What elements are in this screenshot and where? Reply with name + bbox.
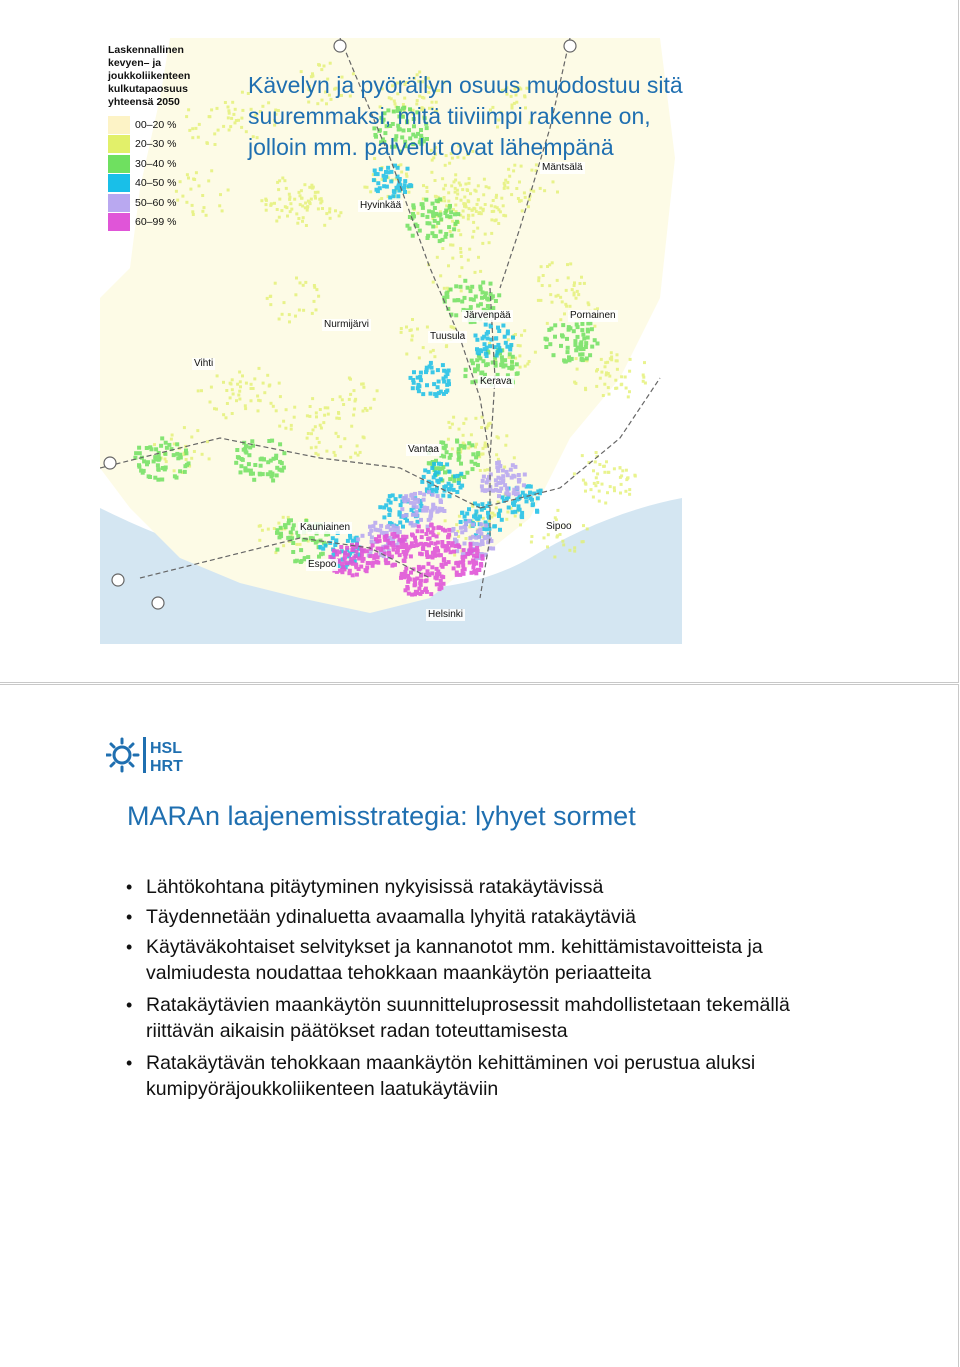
legend-label: 20–30 % [135, 138, 177, 151]
label-kauniainen: Kauniainen [300, 522, 351, 533]
map-legend [108, 44, 218, 232]
map-slide-title [248, 70, 828, 163]
map-title-line: suuremmaksi, mitä tiiviimpi rakenne on, [248, 103, 651, 129]
slide-heading: MARAn laajenemisstrategia: lyhyet sormet [127, 801, 636, 831]
legend-rows [108, 115, 218, 232]
label-pornainen: Pornainen [570, 310, 616, 321]
legend-swatch [108, 213, 130, 231]
legend-title: Laskennallinen kevyen– ja joukkoliikenteen kulkutapaosuus yhteensä 2050 [108, 44, 191, 108]
bullet-item: • Lähtökohtana pitäytyminen nykyisissä ratakäytävissä [126, 874, 846, 900]
legend-label: 60–99 % [135, 216, 177, 229]
logo-line1: HSL [150, 740, 182, 757]
hsl-logo [106, 735, 216, 775]
legend-row [108, 135, 218, 155]
bullet-item: • Täydennetään ydinaluetta avaamalla lyhyitä ratakäytäviä [126, 904, 846, 930]
logo-line2: HRT [150, 758, 183, 775]
label-kerava: Kerava [480, 376, 512, 387]
hsl-logo-icon [106, 735, 216, 775]
legend-swatch [108, 116, 130, 134]
bullet-list [126, 874, 846, 1106]
label-nurmijarvi: Nurmijärvi [324, 319, 369, 330]
legend-label: 40–50 % [135, 177, 177, 190]
bullet-item: • Käytäväkohtaiset selvitykset ja kannanotot mm. kehittämistavoitteista ja valmiudesta noudattaa tehokkaan maankäytön periaatteita [126, 934, 846, 986]
legend-label: 30–40 % [135, 157, 177, 170]
legend-label: 00–20 % [135, 118, 177, 131]
label-espoo: Espoo [308, 559, 337, 570]
label-mantsala: Mäntsälä [542, 162, 583, 173]
label-tuusula: Tuusula [430, 331, 466, 342]
label-helsinki: Helsinki [428, 609, 464, 620]
legend-row [108, 115, 218, 135]
legend-row [108, 154, 218, 174]
map-title-line: jolloin mm. palvelut ovat lähempänä [248, 134, 614, 160]
bullet-item: • Ratakäytävän tehokkaan maankäytön kehittäminen voi perustua aluksi kumipyöräjoukkoliikenteen laatukäytäviin [126, 1050, 846, 1102]
label-hyvinkaa: Hyvinkää [360, 200, 402, 211]
legend-label: 50–60 % [135, 196, 177, 209]
legend-swatch [108, 194, 130, 212]
legend-row [108, 174, 218, 194]
legend-swatch [108, 135, 130, 153]
map-slide [0, 0, 959, 683]
label-vantaa: Vantaa [408, 444, 439, 455]
legend-row [108, 193, 218, 213]
label-vihti: Vihti [194, 358, 214, 369]
map-title-line: Kävelyn ja pyöräilyn osuus muodostuu sitä [248, 72, 683, 98]
legend-swatch [108, 155, 130, 173]
legend-swatch [108, 174, 130, 192]
bullet-item: • Ratakäytävien maankäytön suunnitteluprosessit mahdollistetaan tekemällä riittävän aikaisin päätökset radan toteuttamisesta [126, 992, 846, 1044]
label-sipoo: Sipoo [546, 521, 572, 532]
label-jarvenpaa: Järvenpää [464, 310, 511, 321]
legend-row [108, 213, 218, 233]
